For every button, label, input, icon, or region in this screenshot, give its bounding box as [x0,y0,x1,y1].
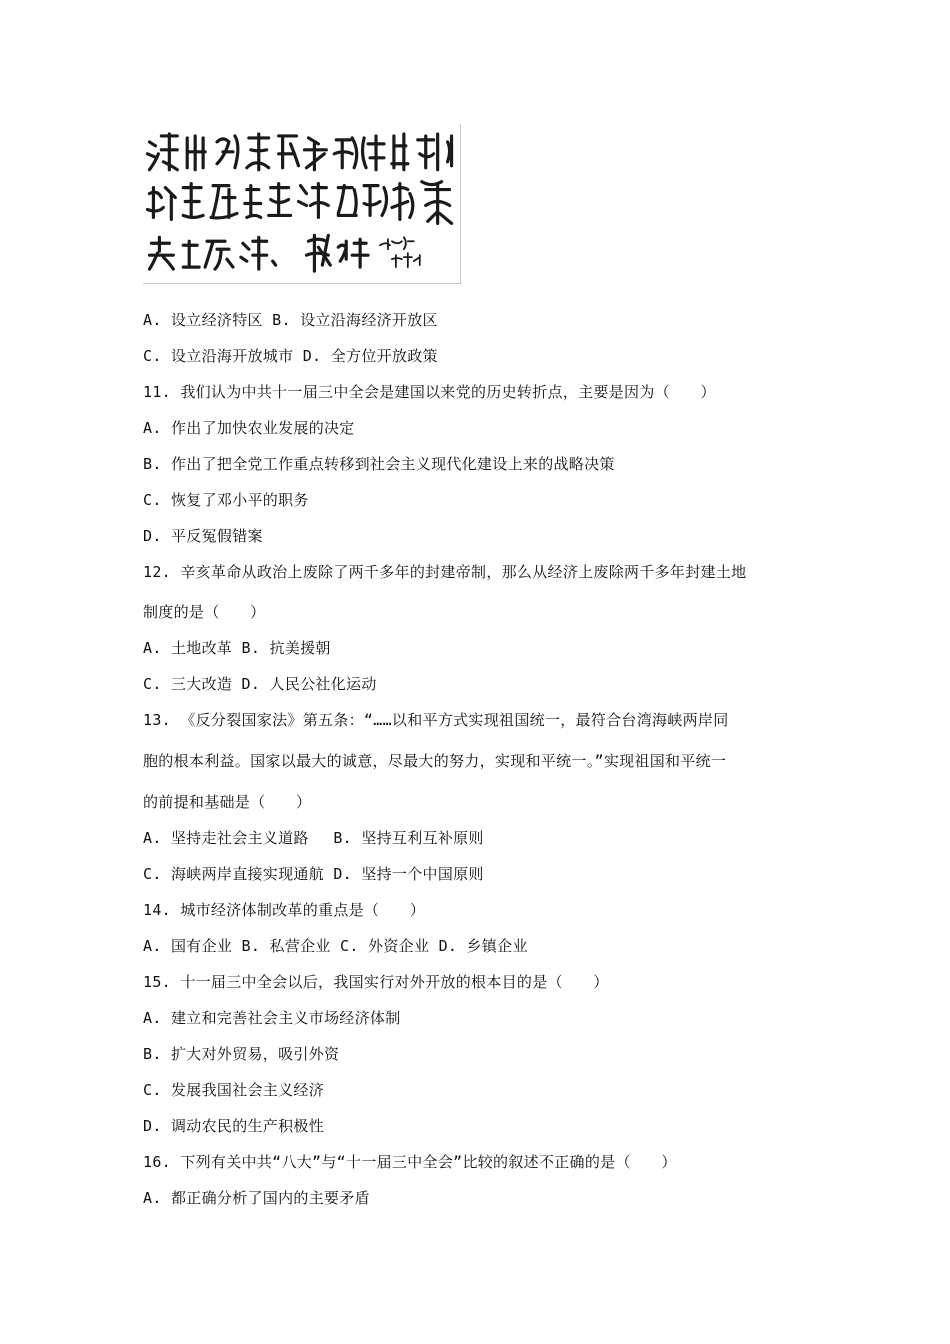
option-q16-a: A. 都正确分析了国内的主要矛盾 [143,1189,370,1207]
option-q15-a: A. 建立和完善社会主义市场经济体制 [143,1009,401,1027]
option-q11-c: C. 恢复了邓小平的职务 [143,491,309,509]
question-15: 15. 十一届三中全会以后，我国实行对外开放的根本目的是（ ） [143,973,609,991]
question-12-line-2: 制度的是（ ） [143,603,266,621]
question-13-line-1: 13. 《反分裂国家法》第五条：“……以和平方式实现祖国统一，最符合台湾海峡两岸同 [143,711,729,729]
option-line-q13-ab: A. 坚持走社会主义道路 B. 坚持互利互补原则 [143,829,484,847]
question-12-line-1: 12. 辛亥革命从政治上废除了两千多年的封建帝制，那么从经济上废除两千多年封建土地 [143,563,747,581]
question-11: 11. 我们认为中共十一届三中全会是建国以来党的历史转折点，主要是因为（ ） [143,383,716,401]
option-q11-d: D. 平反冤假错案 [143,527,263,545]
option-q15-c: C. 发展我国社会主义经济 [143,1081,324,1099]
question-14: 14. 城市经济体制改革的重点是（ ） [143,901,426,919]
option-q11-b: B. 作出了把全党工作重点转移到社会主义现代化建设上来的战略决策 [143,455,615,473]
option-line-q13-cd: C. 海峡两岸直接实现通航 D. 坚持一个中国原则 [143,865,484,883]
calligraphy-image [143,124,461,284]
option-line-q12-cd: C. 三大改造 D. 人民公社化运动 [143,675,377,693]
option-line-q10-cd: C. 设立沿海开放城市 D. 全方位开放政策 [143,347,438,365]
calligraphy-icon [143,124,460,283]
question-13-line-3: 的前提和基础是（ ） [143,793,312,811]
option-line-q12-ab: A. 土地改革 B. 抗美援朝 [143,639,331,657]
option-q15-b: B. 扩大对外贸易，吸引外资 [143,1045,340,1063]
option-q11-a: A. 作出了加快农业发展的决定 [143,419,355,437]
option-line-q14: A. 国有企业 B. 私营企业 C. 外资企业 D. 乡镇企业 [143,937,528,955]
question-16: 16. 下列有关中共“八大”与“十一届三中全会”比较的叙述不正确的是（ ） [143,1153,677,1171]
option-line-q10-ab: A. 设立经济特区 B. 设立沿海经济开放区 [143,311,438,329]
option-q15-d: D. 调动农民的生产积极性 [143,1117,324,1135]
question-13-line-2: 胞的根本利益。国家以最大的诚意，尽最大的努力，实现和平统一。”实现祖国和平统一 [143,752,727,770]
